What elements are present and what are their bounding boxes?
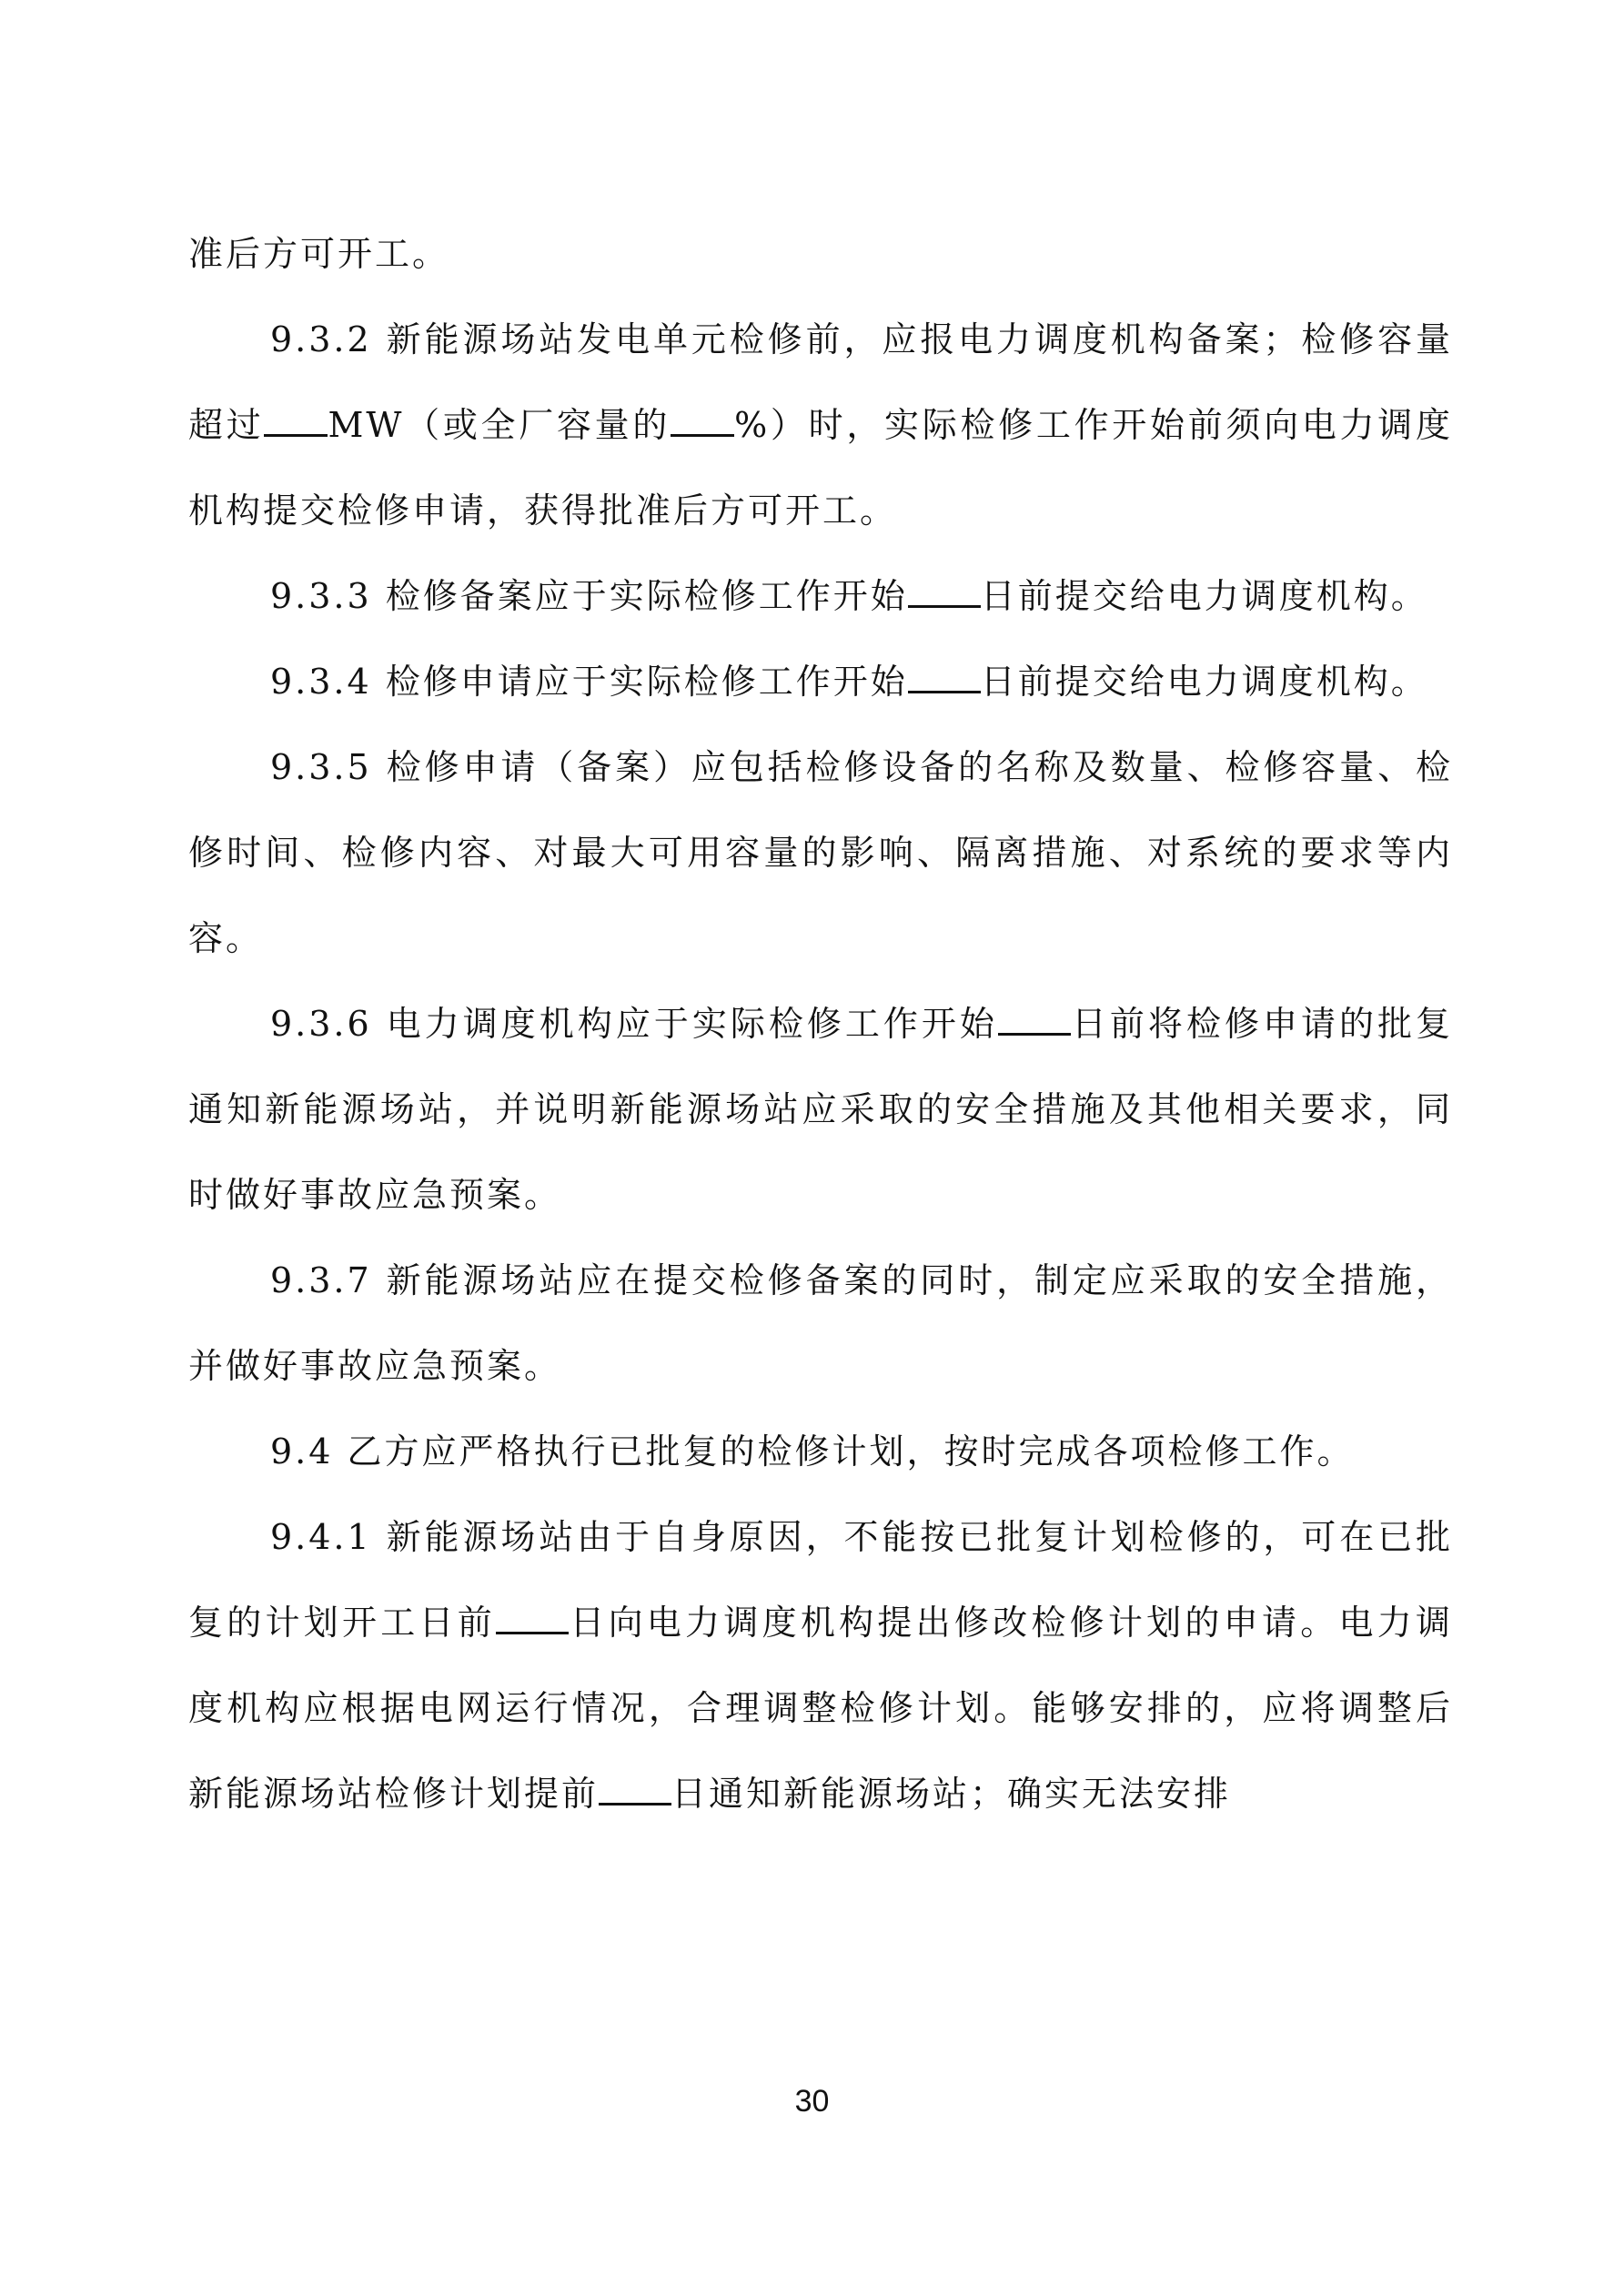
- fill-in-blank: [998, 1004, 1071, 1036]
- paragraph-text: 9.4 乙方应严格执行已批复的检修计划，按时完成各项检修工作。: [270, 1431, 1355, 1472]
- paragraph-text: 日向电力调度机构提出修改检修计划的申请。电力调度机构应根据电网运行情况，合理调整检修计划。能够安排的，应将调整后新能源场站检修计划提前: [188, 1603, 1453, 1814]
- paragraph-text: 9.3.4 检修申请应于实际检修工作开始: [270, 662, 908, 702]
- paragraph-text: 9.3.2 新能源场站发电单元检修前，应报电力调度机构备案；检修容量超过: [188, 319, 1453, 445]
- paragraph-9-3-4: [188, 639, 1453, 724]
- paragraph-text: 9.4.1 新能源场站由于自身原因，不能按已批复计划检修的，可在已批复的计划开工日前: [188, 1517, 1453, 1643]
- page-number: 30: [794, 2084, 830, 2119]
- paragraph-9-3-3: [188, 553, 1453, 639]
- paragraph-text: 日前提交给电力调度机构。: [980, 662, 1428, 702]
- fill-in-blank: [599, 1774, 671, 1805]
- paragraph-9-3-7: [188, 1238, 1453, 1409]
- paragraph-text: MW（或全厂容量的: [328, 405, 671, 445]
- paragraph-9-3-2: [188, 297, 1453, 553]
- body-text: [188, 211, 1453, 1836]
- paragraph-9-4: [188, 1409, 1453, 1494]
- fill-in-blank: [908, 662, 981, 693]
- paragraph-text: 准后方可开工。: [188, 234, 450, 274]
- paragraph-text: 日通知新能源场站；确实无法安排: [671, 1774, 1232, 1814]
- paragraph-continued: [188, 211, 1453, 297]
- paragraph-text: 9.3.6 电力调度机构应于实际检修工作开始: [270, 1004, 998, 1044]
- fill-in-blank: [671, 405, 734, 437]
- paragraph-text: 日前提交给电力调度机构。: [980, 576, 1428, 616]
- paragraph-9-3-6: [188, 981, 1453, 1238]
- paragraph-9-3-5: [188, 724, 1453, 981]
- fill-in-blank: [264, 405, 328, 437]
- fill-in-blank: [908, 576, 981, 608]
- paragraph-text: 9.3.5 检修申请（备案）应包括检修设备的名称及数量、检修容量、检修时间、检修内容、对最大可用容量的影响、隔离措施、对系统的要求等内容。: [188, 747, 1453, 958]
- paragraph-9-4-1: [188, 1494, 1453, 1836]
- fill-in-blank: [496, 1603, 569, 1634]
- paragraph-text: 9.3.7 新能源场站应在提交检修备案的同时，制定应采取的安全措施，并做好事故应急预案。: [188, 1260, 1453, 1386]
- paragraph-text: 日前将检修申请的批复通知新能源场站，并说明新能源场站应采取的安全措施及其他相关要求，同时做好事故应急预案。: [188, 1004, 1453, 1215]
- paragraph-text: 9.3.3 检修备案应于实际检修工作开始: [270, 576, 908, 616]
- paragraph-text: %）时，实际检修工作开始前须向电力调度机构提交检修申请，获得批准后方可开工。: [188, 405, 1453, 531]
